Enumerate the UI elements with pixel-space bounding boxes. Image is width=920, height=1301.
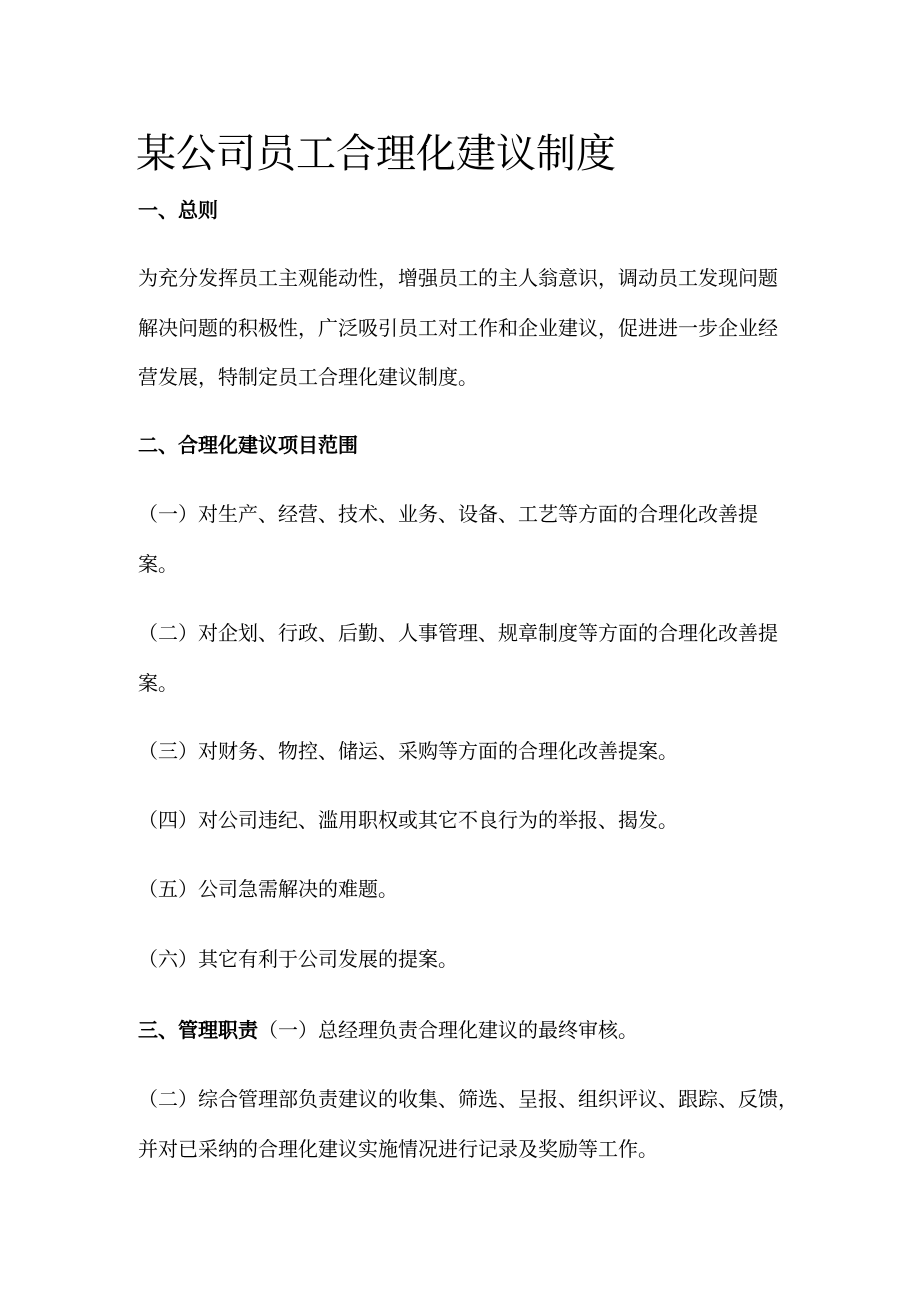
section-2-item-5: （五）公司急需解决的难题。 bbox=[138, 877, 398, 901]
section-2-item-1-line-2: 案。 bbox=[138, 552, 178, 576]
section-3-item-2-line-2: 并对已采纳的合理化建议实施情况进行记录及奖励等工作。 bbox=[138, 1137, 658, 1161]
section-2-item-2-line-1: （二）对企划、行政、后勤、人事管理、规章制度等方面的合理化改善提 bbox=[138, 621, 778, 645]
section-3-item-1: （一）总经理负责合理化建议的最终审核。 bbox=[258, 1018, 638, 1042]
section-1-heading: 一、总则 bbox=[138, 198, 218, 222]
section-2-item-4: （四）对公司违纪、滥用职权或其它不良行为的举报、揭发。 bbox=[138, 808, 678, 832]
section-2-item-1-line-1: （一）对生产、经营、技术、业务、设备、工艺等方面的合理化改善提 bbox=[138, 502, 758, 526]
section-2-item-3: （三）对财务、物控、储运、采购等方面的合理化改善提案。 bbox=[138, 739, 678, 763]
section-3-heading: 三、管理职责 bbox=[138, 1018, 258, 1042]
section-2-item-2-line-2: 案。 bbox=[138, 671, 178, 695]
document-title: 某公司员工合理化建议制度 bbox=[136, 131, 616, 177]
section-2-heading: 二、合理化建议项目范围 bbox=[138, 433, 358, 457]
section-3-heading-line bbox=[138, 1016, 638, 1044]
section-3-item-2-line-1: （二）综合管理部负责建议的收集、筛选、呈报、组织评议、跟踪、反馈， bbox=[138, 1087, 798, 1111]
section-1-line-3: 营发展，特制定员工合理化建议制度。 bbox=[138, 365, 478, 389]
section-2-item-6: （六）其它有利于公司发展的提案。 bbox=[138, 947, 458, 971]
section-1-line-2: 解决问题的积极性，广泛吸引员工对工作和企业建议，促进进一步企业经 bbox=[138, 316, 778, 340]
section-1-line-1: 为充分发挥员工主观能动性，增强员工的主人翁意识，调动员工发现问题 bbox=[138, 266, 778, 290]
